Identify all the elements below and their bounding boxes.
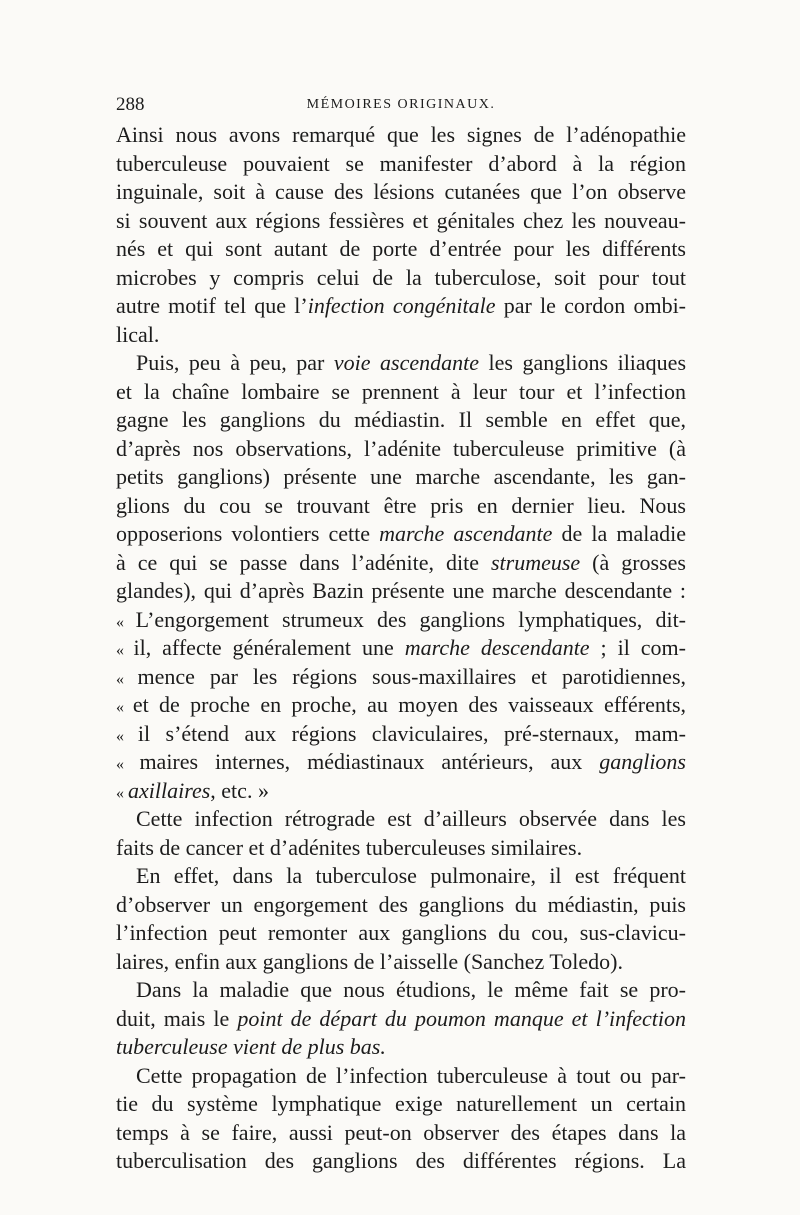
text-span: laires, enfin aux ganglions de l’aisselle (Sanchez Toledo).: [116, 948, 623, 974]
text-line: [116, 178, 686, 207]
text-span: d’après nos observations, l’adénite tuberculeuse primitive (à: [116, 435, 686, 461]
text-span: de la maladie: [552, 521, 686, 546]
text-span: ; il com-: [589, 635, 686, 660]
text-span: Puis, peu à peu, par: [136, 350, 334, 375]
text-line: [116, 777, 686, 806]
text-span: «: [116, 727, 138, 745]
text-span: tuberculeuse pouvaient se manifester d’abord à la région: [116, 150, 686, 176]
text-line: [116, 264, 686, 293]
text-span: glions du cou se trouvant être pris en dernier lieu. Nous: [116, 492, 686, 518]
text-span: duit, mais le: [116, 1005, 238, 1031]
text-line: [116, 634, 686, 663]
text-span: «: [116, 642, 134, 659]
text-span: gagne les ganglions du médiastin. Il semble en effet que,: [116, 407, 686, 432]
text-line: [116, 948, 686, 977]
text-line: [116, 321, 686, 350]
text-line: [116, 606, 686, 635]
text-span: lical.: [116, 321, 160, 347]
text-span: à ce qui se passe dans l’adénite, dite: [116, 549, 491, 575]
text-span: glandes), qui d’après Bazin présente une marche descendante :: [116, 578, 686, 603]
text-span: nés et qui sont autant de porte d’entrée pour les différents: [116, 236, 686, 261]
italic-text: voie ascendante: [333, 350, 480, 375]
text-span: «: [116, 670, 138, 688]
text-line: [116, 577, 686, 606]
text-line: [116, 235, 686, 264]
text-span: «: [116, 699, 133, 716]
text-line: [116, 463, 686, 492]
text-span: il, affecte généralement une: [133, 635, 405, 660]
text-span: tuberculisation des ganglions des différentes régions. La: [116, 1148, 686, 1173]
italic-text: marche descendante: [404, 635, 590, 660]
text-span: microbes y compris celui de la tuberculose, soit pour tout: [116, 264, 686, 290]
text-line: [116, 435, 686, 464]
text-line: [116, 150, 686, 179]
page-number: 288: [116, 94, 145, 115]
text-line: [116, 1090, 686, 1119]
text-span: opposerions volontiers cette: [116, 521, 380, 546]
italic-text: axillaires: [128, 777, 211, 803]
text-span: faits de cancer et d’adénites tuberculeuses similaires.: [116, 834, 583, 860]
body-text: [116, 121, 686, 1176]
text-line: [116, 720, 686, 749]
text-line: [116, 805, 686, 834]
text-span: autre motif tel que l’: [116, 293, 308, 318]
text-span: (à grosses: [580, 549, 686, 575]
text-line: [116, 1119, 686, 1148]
text-span: Dans la maladie que nous étudions, le même fait se pro-: [136, 977, 686, 1002]
text-line: [116, 492, 686, 521]
text-span: si souvent aux régions fessières et génitales chez les nouveau-: [116, 207, 686, 233]
text-line: [116, 406, 686, 435]
text-span: Cette infection rétrograde est d’ailleurs observée dans les: [136, 806, 686, 831]
text-span: «: [116, 756, 140, 773]
text-line: [116, 1147, 686, 1176]
text-span: Cette propagation de l’infection tuberculeuse à tout ou par-: [136, 1062, 686, 1088]
page-header: [116, 94, 686, 118]
text-line: [116, 549, 686, 578]
text-line: [116, 1033, 686, 1062]
text-span: , etc. »: [210, 777, 269, 803]
text-span: «: [116, 613, 136, 631]
text-line: [116, 207, 686, 236]
text-span: maires internes, médiastinaux antérieurs, aux: [139, 749, 600, 774]
text-span: temps à se faire, aussi peut-on observer des étapes dans la: [116, 1119, 686, 1145]
text-line: [116, 1062, 686, 1091]
text-span: tie du système lymphatique exige naturellement un certain: [116, 1091, 686, 1116]
text-span: petits ganglions) présente une marche ascendante, les gan-: [116, 464, 686, 489]
text-span: Ainsi nous avons remarqué que les signes de l’adénopathie: [116, 122, 686, 147]
text-line: [116, 862, 686, 891]
text-span: les ganglions iliaques: [479, 350, 687, 375]
italic-text: infection congénitale: [307, 293, 496, 318]
text-line: [116, 748, 686, 777]
text-span: inguinale, soit à cause des lésions cutanées que l’on observe: [116, 179, 686, 204]
text-line: [116, 378, 686, 407]
text-line: [116, 520, 686, 549]
text-line: [116, 691, 686, 720]
italic-text: point de départ du poumon manque et l’infection: [237, 1005, 686, 1031]
text-line: [116, 121, 686, 150]
text-line: [116, 663, 686, 692]
italic-text: tuberculeuse vient de plus bas.: [116, 1034, 386, 1059]
text-span: En effet, dans la tuberculose pulmonaire, il est fréquent: [136, 863, 686, 888]
text-span: «: [116, 784, 128, 802]
text-line: [116, 292, 686, 321]
text-line: [116, 1005, 686, 1034]
italic-text: marche ascendante: [379, 521, 553, 546]
running-title: MÉMOIRES ORIGINAUX.: [306, 97, 496, 112]
text-line: [116, 976, 686, 1005]
text-line: [116, 919, 686, 948]
text-span: par le cordon ombi-: [495, 293, 687, 318]
text-span: d’observer un engorgement des ganglions du médiastin, puis: [116, 891, 686, 917]
text-span: L’engorgement strumeux des ganglions lymphatiques, dit-: [135, 606, 687, 632]
italic-text: strumeuse: [490, 549, 581, 575]
text-span: il s’étend aux régions claviculaires, pré-sternaux, mam-: [137, 720, 686, 746]
text-line: [116, 891, 686, 920]
text-line: [116, 834, 686, 863]
text-span: et la chaîne lombaire se prennent à leur tour et l’infection: [116, 378, 686, 404]
text-line: [116, 349, 686, 378]
text-span: et de proche en proche, au moyen des vaisseaux efférents,: [132, 692, 687, 717]
italic-text: ganglions: [599, 749, 686, 774]
text-span: mence par les régions sous-maxillaires et parotidiennes,: [137, 663, 687, 689]
text-span: l’infection peut remonter aux ganglions du cou, sus-clavicu-: [116, 920, 686, 945]
